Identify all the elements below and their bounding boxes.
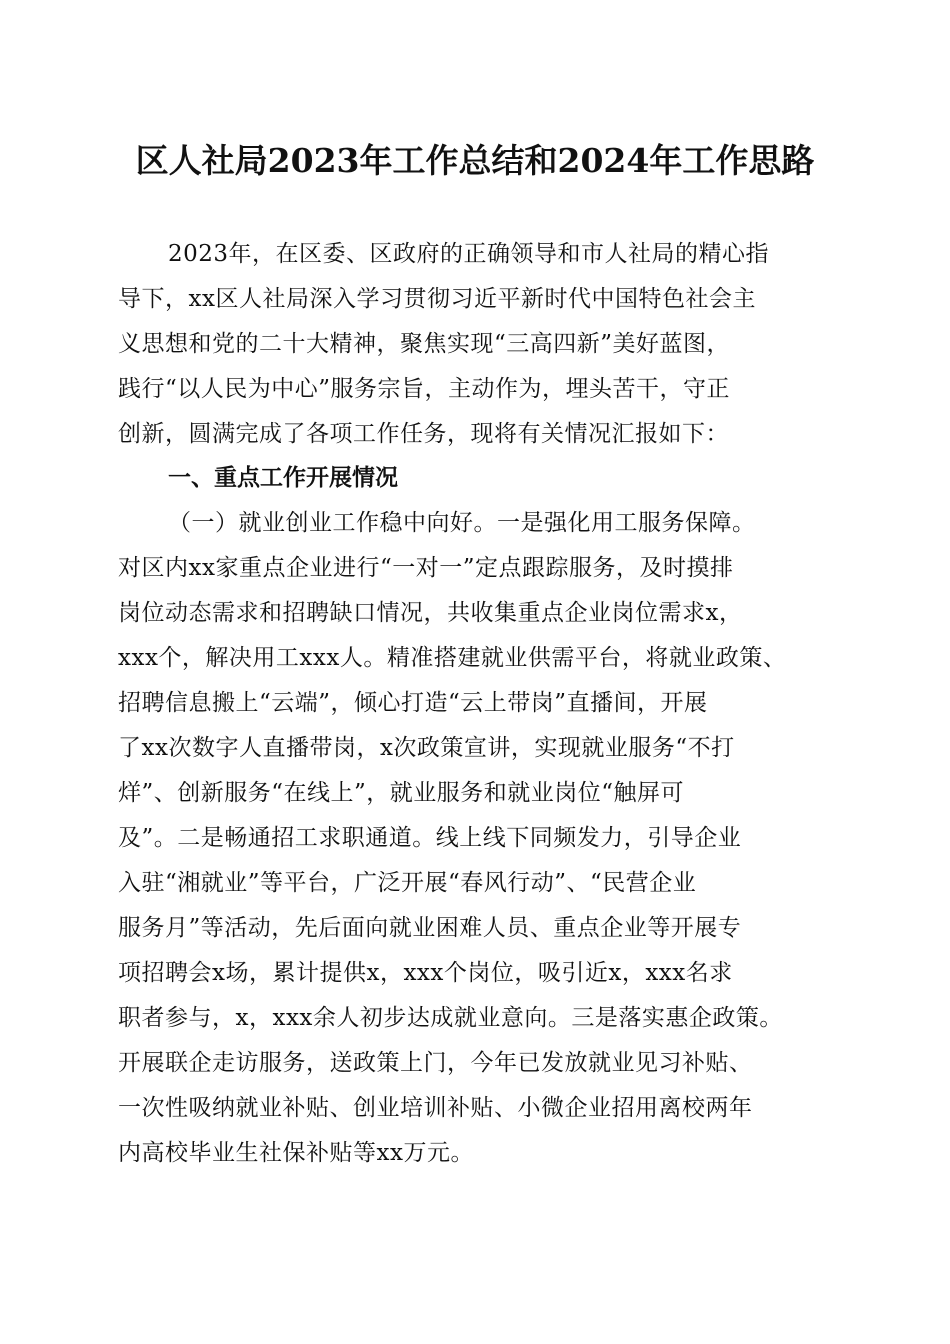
paragraph-line: 导下，xx区人社局深入学习贯彻习近平新时代中国特色社会主: [118, 286, 756, 312]
paragraph-line: 践行“以人民为中心”服务宗旨，主动作为，埋头苦干，守正: [118, 376, 731, 402]
paragraph-line: 招聘信息搬上“云端”，倾心打造“云上带岗”直播间，开展: [118, 690, 708, 716]
paragraph-line: （一）就业创业工作稳中向好。一是强化用工服务保障。: [168, 510, 756, 536]
paragraph-line: 一次性吸纳就业补贴、创业培训补贴、小微企业招用离校两年: [118, 1095, 753, 1121]
section-heading: 一、重点工作开展情况: [168, 465, 398, 491]
paragraph-line: 对区内xx家重点企业进行“一对一”定点跟踪服务，及时摸排: [118, 555, 734, 581]
paragraph-line: 及”。二是畅通招工求职通道。线上线下同频发力，引导企业: [118, 825, 742, 851]
paragraph-line: 岗位动态需求和招聘缺口情况，共收集重点企业岗位需求x，: [118, 600, 743, 626]
paragraph-line: 职者参与，x，xxx余人初步达成就业意向。三是落实惠企政策。: [118, 1005, 783, 1031]
paragraph-line: 烊”、创新服务“在线上”，就业服务和就业岗位“触屏可: [118, 780, 685, 806]
paragraph-line: 开展联企走访服务，送政策上门，今年已发放就业见习补贴、: [118, 1050, 753, 1076]
document-title: 区人社局2023年工作总结和2024年工作思路: [135, 141, 815, 180]
paragraph-line: 入驻“湘就业”等平台，广泛开展“春风行动”、“民营企业: [118, 870, 697, 896]
paragraph-line: 义思想和党的二十大精神，聚焦实现“三高四新”美好蓝图，: [118, 331, 731, 357]
paragraph-line: 服务月”等活动，先后面向就业困难人员、重点企业等开展专: [118, 915, 742, 941]
paragraph-line: 2023年，在区委、区政府的正确领导和市人社局的精心指: [168, 241, 770, 267]
paragraph-line: 内高校毕业生社保补贴等xx万元。: [118, 1140, 474, 1166]
paragraph-line: xxx个，解决用工xxx人。精准搭建就业供需平台，将就业政策、: [118, 645, 787, 671]
paragraph-line: 创新，圆满完成了各项工作任务，现将有关情况汇报如下：: [118, 421, 729, 447]
paragraph-line: 项招聘会x场，累计提供x，xxx个岗位，吸引近x，xxx名求: [118, 960, 733, 986]
paragraph-line: 了xx次数字人直播带岗，x次政策宣讲，实现就业服务“不打: [118, 735, 735, 761]
